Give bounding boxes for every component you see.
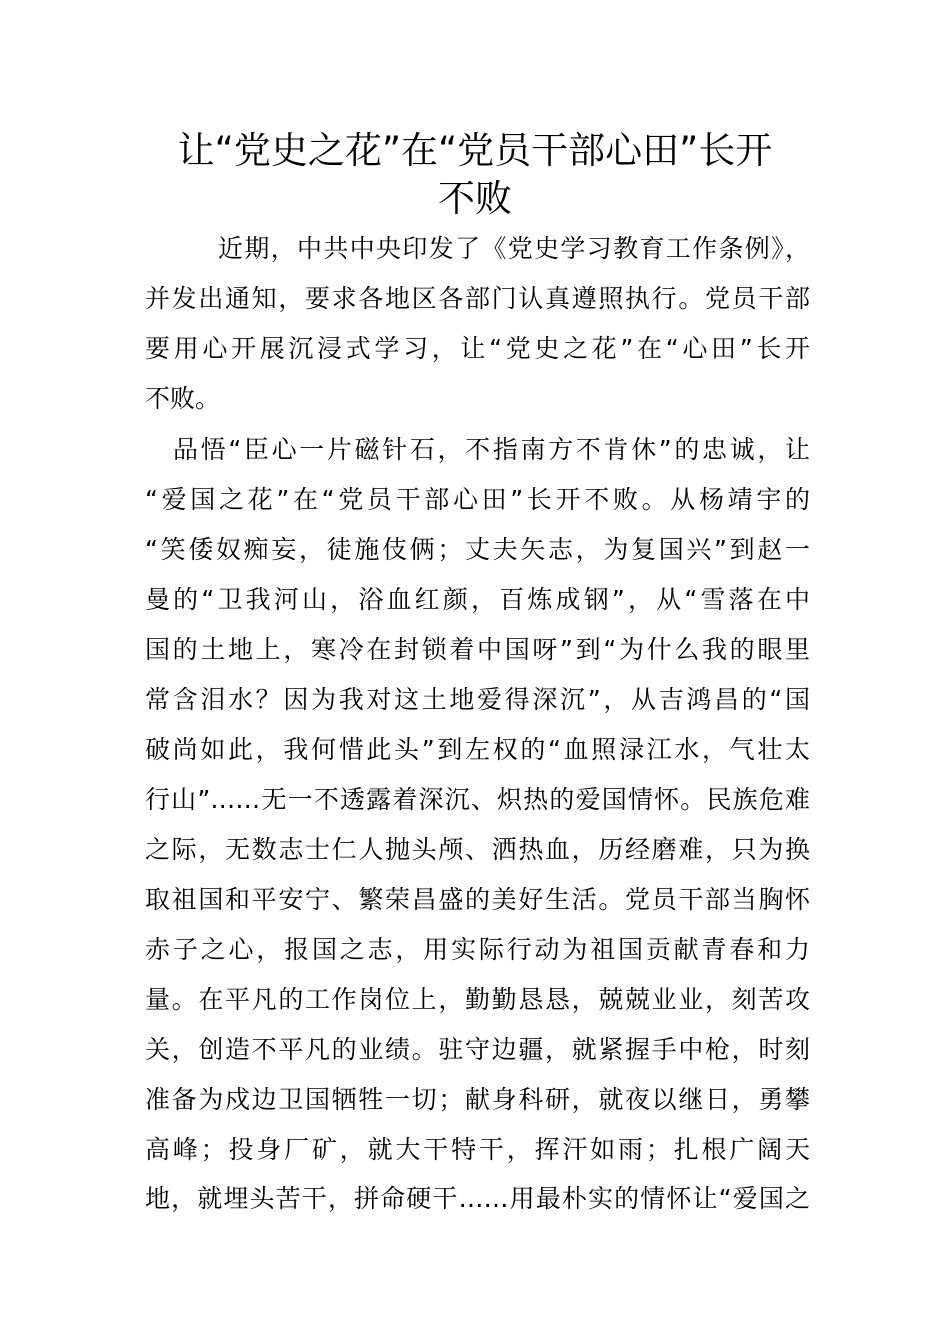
- paragraph-2-line-16: 地，就埋头苦干，拼命硬干……用最朴实的情怀让“爱国之: [145, 1184, 810, 1213]
- paragraph-2-line-12: 量。在平凡的工作岗位上，勤勤恳恳，兢兢业业，刻苦攻: [145, 985, 810, 1014]
- paragraph-2-line-11: 赤子之心，报国之志，用实际行动为祖国贡献青春和力: [145, 935, 810, 964]
- paragraph-2-line-3: “笑倭奴痴妄，徒施伎俩；丈夫矢志，为复国兴”到赵一: [145, 535, 810, 564]
- paragraph-1-line-1: 近期，中共中央印发了《党史学习教育工作条例》，: [218, 234, 810, 263]
- paragraph-2-line-9: 之际，无数志士仁人抛头颅、洒热血，历经磨难，只为换: [145, 835, 810, 864]
- paragraph-2-line-4: 曼的“卫我河山，浴血红颜，百炼成钢”，从“雪落在中: [145, 585, 810, 614]
- paragraph-2-line-14: 准备为戍边卫国牺牲一切；献身科研，就夜以继日，勇攀: [145, 1085, 810, 1114]
- paragraph-2-line-15: 高峰；投身厂矿，就大干特干，挥汗如雨；扎根广阔天: [145, 1135, 810, 1164]
- paragraph-1-line-3: 要用心开展沉浸式学习，让“党史之花”在“心田”长开: [145, 334, 810, 363]
- paragraph-1-line-4: 不败。: [145, 384, 221, 413]
- paragraph-2-line-7: 破尚如此，我何惜此头”到左权的“血照渌江水，气壮太: [145, 735, 810, 764]
- paragraph-2-line-6: 常含泪水？因为我对这土地爱得深沉”，从吉鸿昌的“国: [145, 685, 810, 714]
- document-title-line-2: 不败: [438, 177, 512, 220]
- paragraph-2-line-10: 取祖国和平安宁、繁荣昌盛的美好生活。党员干部当胸怀: [145, 885, 810, 914]
- paragraph-2-line-5: 国的土地上，寒冷在封锁着中国呀”到“为什么我的眼里: [145, 635, 810, 664]
- document-title-line-1: 让“党史之花”在“党员干部心田”长开: [177, 129, 773, 172]
- paragraph-2-line-8: 行山”……无一不透露着深沉、炽热的爱国情怀。民族危难: [145, 785, 810, 814]
- paragraph-2-line-13: 关，创造不平凡的业绩。驻守边疆，就紧握手中枪，时刻: [145, 1035, 810, 1064]
- paragraph-1-line-2: 并发出通知，要求各地区各部门认真遵照执行。党员干部: [145, 284, 810, 313]
- paragraph-2-line-2: “爱国之花”在“党员干部心田”长开不败。从杨靖宇的: [145, 485, 810, 514]
- paragraph-2-line-1: 品悟“臣心一片磁针石，不指南方不肯休”的忠诚，让: [173, 435, 810, 464]
